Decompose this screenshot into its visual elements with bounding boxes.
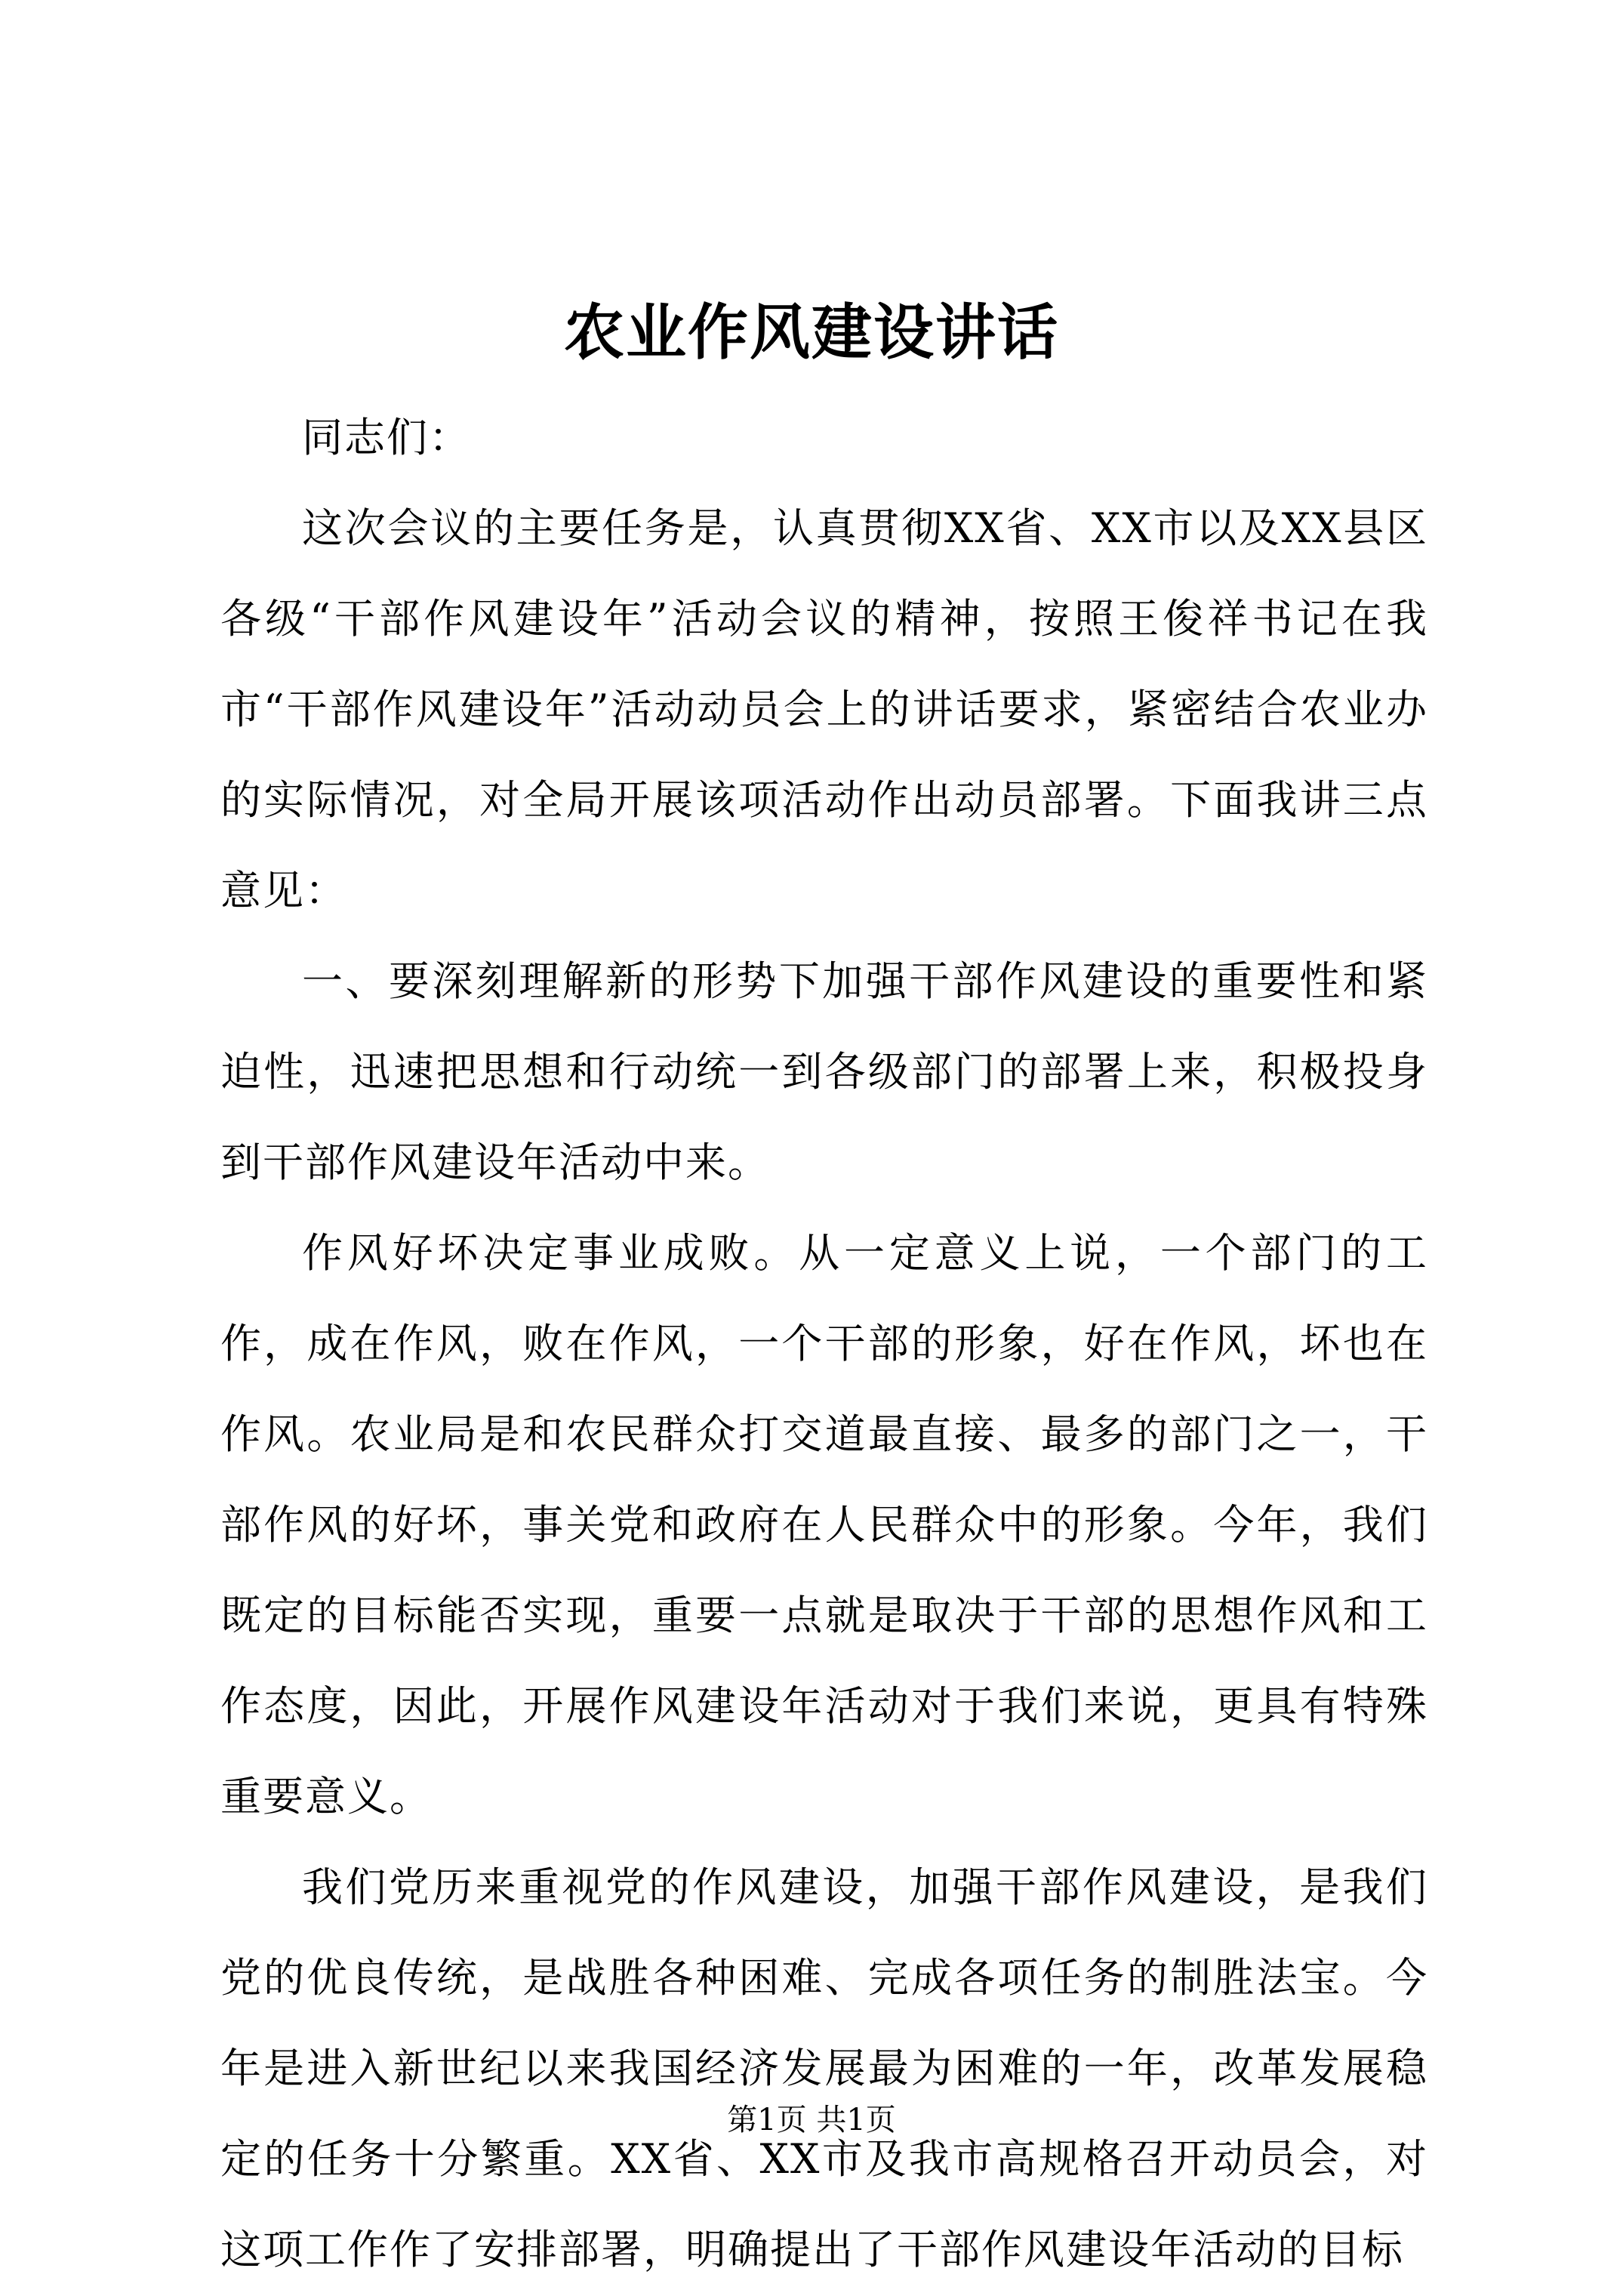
document-body [220, 393, 1428, 2295]
body-paragraph-4: 我们党历来重视党的作风建设，加强干部作风建设，是我们党的优良传统，是战胜各种困难、完成各项任务的制胜法宝。今年是进入新世纪以来我国经济发展最为困难的一年，改革发展稳定的任务十分繁重。XX省、XX市及我市高规格召开动员会，对这项工作作了安排部署，明确提出了干部作风建设年活动的目标 [220, 1863, 1428, 2273]
body-paragraph-2: 一、要深刻理解新的形势下加强干部作风建设的重要性和紧迫性，迅速把思想和行动统一到各级部门的部署上来，积极投身到干部作风建设年活动中来。 [220, 957, 1428, 1186]
body-paragraph-3: 作风好坏决定事业成败。从一定意义上说，一个部门的工作，成在作风，败在作风，一个干部的形象，好在作风，坏也在作风。农业局是和农民群众打交道最直接、最多的部门之一，干部作风的好坏，事关党和政府在人民群众中的形象。今年，我们既定的目标能否实现，重要一点就是取决于干部的思想作风和工作态度，因此，开展作风建设年活动对于我们来说，更具有特殊重要意义。 [220, 1229, 1428, 1820]
body-paragraph-1: 这次会议的主要任务是，认真贯彻XX省、XX市以及XX县区各级“干部作风建设年”活动会议的精神，按照王俊祥书记在我市“干部作风建设年”活动动员会上的讲话要求，紧密结合农业办的实际情况，对全局开展该项活动作出动员部署。下面我讲三点意见： [220, 504, 1428, 914]
page-number-footer: 第1页 共1页 [727, 2103, 896, 2137]
salutation-paragraph: 同志们： [302, 414, 471, 461]
document-title: 农业作风建设讲话 [564, 297, 1059, 368]
